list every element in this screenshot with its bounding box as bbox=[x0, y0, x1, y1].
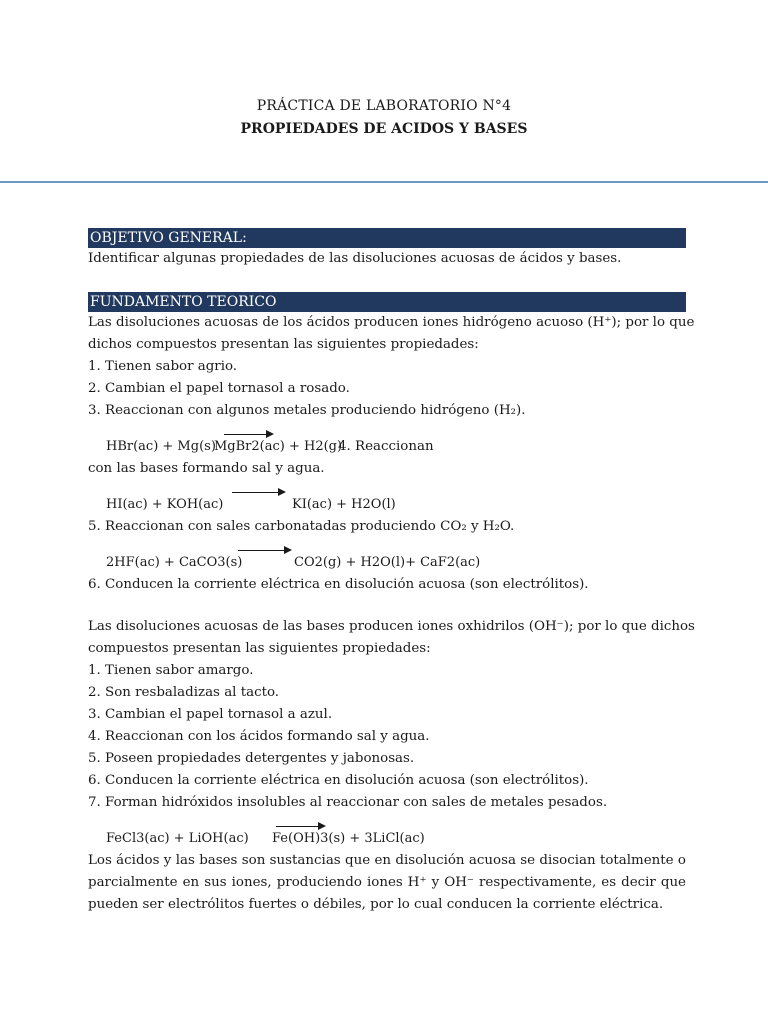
objetivo-text: Identificar algunas propiedades de las disoluciones acuosas de ácidos y bases. bbox=[88, 251, 622, 266]
equation-1-reactants: HBr(ac) + Mg(s) bbox=[106, 439, 216, 454]
acid-property-1: 1. Tienen sabor agrio. bbox=[88, 359, 238, 374]
reaction-arrow-icon bbox=[232, 488, 286, 498]
acid-property-3: 3. Reaccionan con algunos metales produciendo hidrógeno (H₂). bbox=[88, 403, 526, 418]
section-heading-objetivo: OBJETIVO GENERAL: bbox=[88, 228, 686, 248]
closing-paragraph: Los ácidos y las bases son sustancias que en disolución acuosa se disocian totalmente o parcialmente en sus iones, produciendo iones H⁺ y OH⁻ respectivamente, es decir que pueden ser electrólitos fuertes o débiles, por lo cual conducen la corriente eléctrica. bbox=[88, 853, 686, 912]
acid-property-4-continuation: con las bases formando sal y agua. bbox=[88, 461, 325, 476]
base-property-7: 7. Forman hidróxidos insolubles al reaccionar con sales de metales pesados. bbox=[88, 795, 608, 810]
equation-2-reactants: HI(ac) + KOH(ac) bbox=[106, 497, 224, 512]
section-heading-fundamento: FUNDAMENTO TEORICO bbox=[88, 292, 686, 312]
equation-4-products: Fe(OH)3(s) + 3LiCl(ac) bbox=[272, 831, 425, 846]
acids-intro-line-1: Las disoluciones acuosas de los ácidos producen iones hidrógeno acuoso (H⁺); por lo que bbox=[88, 315, 695, 330]
equation-3-reactants: 2HF(ac) + CaCO3(s) bbox=[106, 555, 243, 570]
acid-property-4-number: 4. Reaccionan bbox=[338, 439, 434, 454]
equation-2 bbox=[106, 494, 686, 516]
bases-intro-line-2: compuestos presentan las siguientes propiedades: bbox=[88, 641, 431, 656]
reaction-arrow-icon bbox=[238, 546, 292, 556]
base-property-6: 6. Conducen la corriente eléctrica en disolución acuosa (son electrólitos). bbox=[88, 773, 589, 788]
header-divider bbox=[0, 181, 768, 183]
equation-1-products: MgBr2(ac) + H2(g) bbox=[214, 439, 343, 454]
acid-property-2: 2. Cambian el papel tornasol a rosado. bbox=[88, 381, 350, 396]
bases-intro-line-1: Las disoluciones acuosas de las bases producen iones oxhidrilos (OH⁻); por lo que dichos bbox=[88, 619, 695, 634]
base-property-1: 1. Tienen sabor amargo. bbox=[88, 663, 254, 678]
equation-4-reactants: FeCl3(ac) + LiOH(ac) bbox=[106, 831, 249, 846]
acids-intro-line-2: dichos compuestos presentan las siguientes propiedades: bbox=[88, 337, 479, 352]
base-property-5: 5. Poseen propiedades detergentes y jabonosas. bbox=[88, 751, 415, 766]
equation-3 bbox=[106, 552, 686, 574]
practice-subtitle: PROPIEDADES DE ACIDOS Y BASES bbox=[240, 121, 528, 137]
acid-property-6: 6. Conducen la corriente eléctrica en disolución acuosa (son electrólitos). bbox=[88, 577, 589, 592]
equation-2-products: KI(ac) + H2O(l) bbox=[292, 497, 396, 512]
acid-property-5: 5. Reaccionan con sales carbonatadas produciendo CO₂ y H₂O. bbox=[88, 519, 515, 534]
practice-title: PRÁCTICA DE LABORATORIO N°4 bbox=[256, 98, 512, 114]
equation-1 bbox=[106, 436, 686, 458]
base-property-4: 4. Reaccionan con los ácidos formando sal y agua. bbox=[88, 729, 430, 744]
base-property-2: 2. Son resbaladizas al tacto. bbox=[88, 685, 280, 700]
main-content bbox=[88, 228, 695, 916]
equation-3-products: CO2(g) + H2O(l)+ CaF2(ac) bbox=[294, 555, 481, 570]
equation-4 bbox=[106, 828, 686, 850]
base-property-3: 3. Cambian el papel tornasol a azul. bbox=[88, 707, 333, 722]
